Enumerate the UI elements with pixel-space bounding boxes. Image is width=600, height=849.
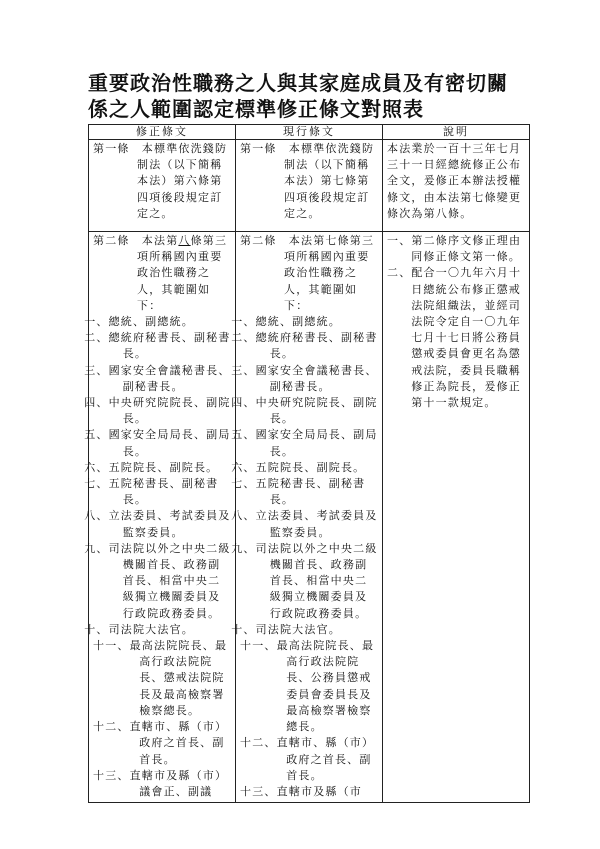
list-item: 十三、直轄市及縣（市）議會正、副議: [93, 768, 228, 798]
list-item: 一、第二條序文修正理由同修正條文第一條。: [387, 234, 522, 264]
current-article-2: [231, 232, 383, 803]
current-article-1: [236, 140, 383, 232]
amended-article-2-intro: 第二條 本法第八條第三項所稱國內重要政治性職務之人，其範圍如下：: [93, 234, 228, 312]
list-item: 五、國家安全局局長、副局長。: [231, 428, 378, 458]
header-row: [89, 125, 530, 140]
list-item: 六、五院院長、副院長。: [84, 460, 219, 474]
current-article-1-text: 第一條 本標準依洗錢防制法（以下簡稱本法）第七條第四項後段規定訂定之。: [240, 142, 375, 220]
note-article-1-text: 本法業於一百十三年七月三十一日經總統修正公布全文，爰修正本辦法授權條文，由本法第七條變更條次為第八條。: [387, 142, 522, 220]
list-item: 一、總統、副總統。: [231, 315, 341, 329]
list-item: 十、司法院大法官。: [231, 622, 341, 636]
list-item: 十、司法院大法官。: [84, 622, 194, 636]
document-title: 重要政治性職務之人與其家庭成員及有密切關係之人範圍認定標準修正條文對照表: [88, 71, 508, 121]
list-item: 二、總統府秘書長、副秘書長。: [84, 331, 231, 361]
list-item: 二、配合一〇九年六月十日總統公布修正懲戒法院組織法，並經司法院令定自一〇九年七月十七日將公務員懲戒委員會更名為懲戒法院，委員長職稱修正為院長，爰修正第十一款規定。: [387, 266, 522, 410]
list-item: 十三、直轄市及縣（市: [240, 784, 362, 798]
current-article-2-intro: 第二條 本法第七條第三項所稱國內重要政治性職務之人，其範圍如下：: [240, 234, 375, 312]
current-items: [231, 314, 378, 800]
header-amended: 修正條文: [89, 125, 236, 140]
list-item: 四、中央研究院院長、副院長。: [231, 396, 378, 426]
note-article-1: [383, 140, 530, 232]
list-item: 十二、直轄市、縣（市）政府之首長、副首長。: [93, 720, 228, 766]
list-item: 五、國家安全局局長、副局長。: [84, 428, 231, 458]
list-item: 三、國家安全會議秘書長、副秘書長。: [231, 363, 378, 393]
list-item: 七、五院秘書長、副秘書長。: [231, 477, 366, 507]
table-row-article-1: [89, 140, 530, 232]
list-item: 六、五院院長、副院長。: [231, 460, 366, 474]
list-item: 十一、最高法院院長、最高行政法院院長、公務員懲戒委員會委員長及最高檢察署檢察總長。: [240, 639, 375, 734]
list-item: 七、五院秘書長、副秘書長。: [84, 477, 219, 507]
amended-underline: 八: [178, 234, 191, 247]
amended-items: [84, 314, 231, 800]
list-item: 四、中央研究院院長、副院長。: [84, 396, 231, 426]
table-row-article-2: [89, 232, 530, 803]
list-item: 九、司法院以外之中央二級機關首長、政務副首長、相當中央二級獨立機關委員及行政院政務委員。: [231, 541, 378, 620]
list-item: 十二、直轄市、縣（市）政府之首長、副首長。: [240, 736, 375, 782]
header-note: 說明: [383, 125, 530, 140]
list-item: 八、立法委員、考試委員及監察委員。: [84, 509, 231, 539]
list-item: 一、總統、副總統。: [84, 315, 194, 329]
amended-article-2: [84, 232, 236, 803]
header-current: 現行條文: [236, 125, 383, 140]
list-item: 三、國家安全會議秘書長、副秘書長。: [84, 363, 231, 393]
list-item: 二、總統府秘書長、副秘書長。: [231, 331, 378, 361]
note-article-2: [383, 232, 530, 803]
comparison-table: [84, 124, 530, 803]
list-item: 九、司法院以外之中央二級機關首長、政務副首長、相當中央二級獨立機關委員及行政院政務委員。: [84, 541, 231, 620]
list-item: 十一、最高法院院長、最高行政法院院長、懲戒法院院長及最高檢察署檢察總長。: [93, 639, 228, 717]
amended-article-1: [89, 140, 236, 232]
amended-article-1-text: 第一條 本標準依洗錢防制法（以下簡稱本法）第六條第四項後段規定訂定之。: [93, 142, 228, 220]
list-item: 八、立法委員、考試委員及監察委員。: [231, 509, 378, 539]
